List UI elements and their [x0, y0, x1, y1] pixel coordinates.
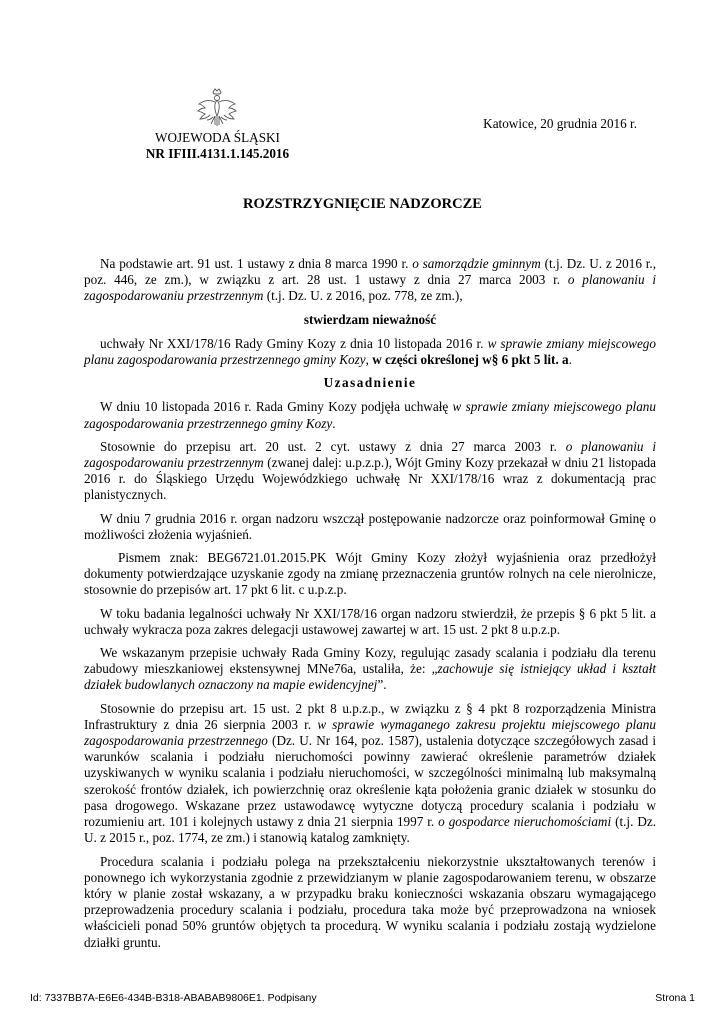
- footer-page-number: Strona 1: [655, 992, 695, 1004]
- document-number: NR IFIII.4131.1.145.2016: [145, 146, 290, 161]
- issuer-block: [120, 130, 315, 162]
- footer-document-id: Id: 7337BB7A-E6E6-434B-B318-ABABAB9806E1. Podpisany: [30, 992, 317, 1004]
- paragraph-explanations: Pismem znak: BEG6721.01.2015.PK Wójt Gminy Kozy złożył wyjaśnienia oraz przedłożył dokumenty potwierdzające uzyskanie zgody na zmianę przeznaczenia gruntów rolnych na cele nierolnicze, stosownie do przepisów art. 17 pkt 6 lit. c u.p.z.p.: [84, 550, 656, 598]
- decision-heading: stwierdzam nieważność: [303, 311, 437, 327]
- paragraph-regulation: We wskazanym przepisie uchwały Rada Gminy Kozy, regulując zasady scalania i podziału dla terenu zabudowy mieszkaniowej ekstensywnej MNe76a, ustaliła, że: „zachowuje się istniejący układ i kształt działek budowlanych oznaczony na mapie ewidencyjnej”.: [84, 645, 656, 693]
- justification-heading: Uzasadnienie: [323, 375, 417, 391]
- place-date: Katowice, 20 grudnia 2016 r.: [483, 116, 637, 131]
- paragraph-findings: W toku badania legalności uchwały Nr XXI/178/16 organ nadzoru stwierdził, że przepis § 6 pkt 5 lit. a uchwały wykracza poza zakres delegacji ustawowej zawartej w art. 15 ust. 2 pkt 8 u.p.z.p.: [84, 605, 656, 637]
- paragraph-adoption: W dniu 10 listopada 2016 r. Rada Gminy Kozy podjęła uchwałę w sprawie zmiany miejscowego planu zagospodarowania przestrzennego gminy Kozy.: [84, 399, 656, 431]
- paragraph-procedure: Procedura scalania i podziału polega na przekształceniu niekorzystnie ukształtowanych terenów i ponownego ich wykorzystania zgodnie z przewidzianym w planie zagospodarowaniem terenu, w obszarze który w planie został wskazany, a w przypadku braku konieczności wskazania obszaru wymagającego przeprowadzenia procedury scalania i podziału, procedura taka może być przeprowadzona na wniosek właścicieli ponad 50% gruntów objętych ta procedurą. W wyniku scalania i podziału zostają wydzielone działki gruntu.: [84, 853, 656, 950]
- paragraph-legal-basis: Na podstawie art. 91 ust. 1 ustawy z dnia 8 marca 1990 r. o samorządzie gminnym (t.j. Dz. U. z 2016 r., poz. 446, ze zm.), w związku z art. 28 ust. 1 ustawy z dnia 27 marca 2003 r. o planowaniu i zagospodarowaniu przestrzennym (t.j. Dz. U. z 2016, poz. 778, ze zm.),: [84, 256, 656, 304]
- document-title: ROZSTRZYGNIĘCIE NADZORCZE: [243, 196, 482, 212]
- issuer-name: WOJEWODA ŚLĄSKI: [155, 130, 280, 145]
- document-body: [84, 256, 656, 958]
- paragraph-decision: uchwały Nr XXI/178/16 Rady Gminy Kozy z dnia 10 listopada 2016 r. w sprawie zmiany miejscowego planu zagospodarowania przestrzennego gminy Kozy, w części określonej w§ 6 pkt 5 lit. a.: [84, 335, 656, 368]
- polish-eagle-emblem-icon: [195, 86, 239, 130]
- paragraph-proceedings: W dniu 7 grudnia 2016 r. organ nadzoru wszczął postępowanie nadzorcze oraz poinformował Gminę o możliwości złożenia wyjaśnień.: [84, 510, 656, 542]
- paragraph-statutory-basis: Stosownie do przepisu art. 15 ust. 2 pkt 8 u.p.z.p., w związku z § 4 pkt 8 rozporządzenia Ministra Infrastruktury z dnia 26 sierpnia 2003 r. w sprawie wymaganego zakresu projektu miejscowego planu zagospodarowania przestrzennego (Dz. U. Nr 164, poz. 1587), ustalenia dotyczące szczegółowych zasad i warunków scalania i podziału nieruchomości powinny zawierać określenie parametrów działek uzyskiwanych w wyniku scalania i podziału nieruchomości, w szczególności minimalną lub maksymalną szerokość frontów działek, ich powierzchnię oraz określenie kąta położenia granic działek w stosunku do pasa drogowego. Wskazane przez ustawodawcę wytyczne dotyczą procedury scalania i podziału w rozumieniu art. 101 i kolejnych ustawy z dnia 21 sierpnia 1997 r. o gospodarce nieruchomościami (t.j. Dz. U. z 2015 r., poz. 1774, ze zm.) i stanowią katalog zamknięty.: [84, 700, 656, 846]
- paragraph-submission: Stosownie do przepisu art. 20 ust. 2 cyt. ustawy z dnia 27 marca 2003 r. o planowaniu i zagospodarowaniu przestrzennym (zwanej dalej: u.p.z.p.), Wójt Gminy Kozy przekazał w dniu 21 listopada 2016 r. do Śląskiego Urzędu Wojewódzkiego uchwałę Nr XXI/178/16 wraz z dokumentacją prac planistycznych.: [84, 438, 656, 503]
